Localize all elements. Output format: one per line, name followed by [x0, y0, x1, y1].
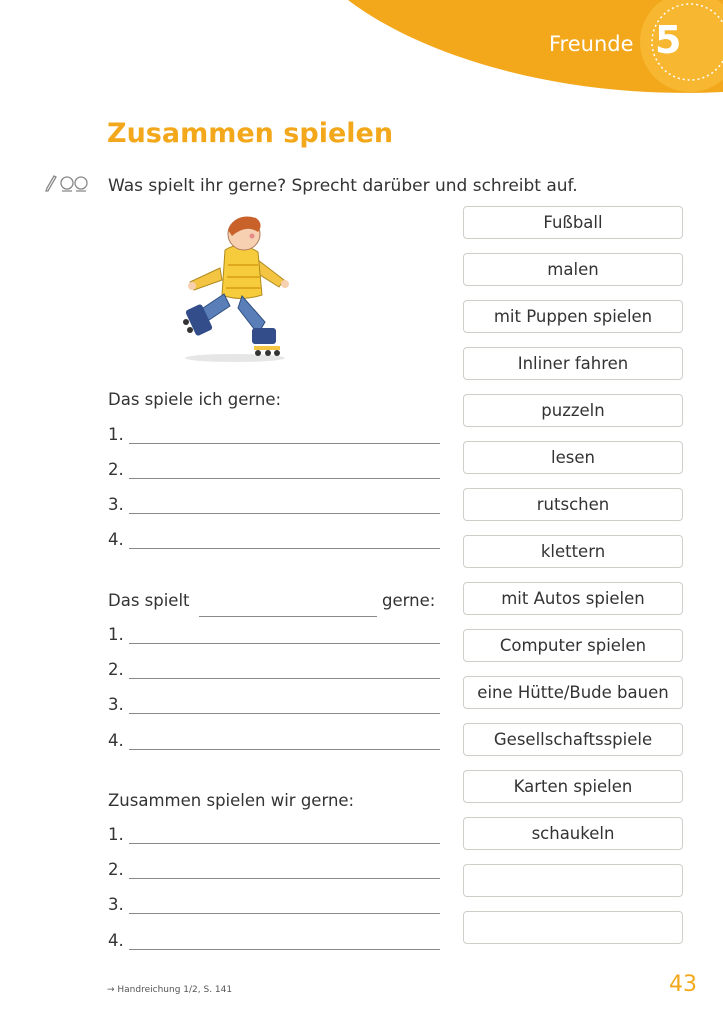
header-corner-decoration	[0, 0, 723, 130]
write-line[interactable]	[108, 695, 440, 715]
line-number: 4.	[108, 731, 124, 750]
speech-pair-icon	[61, 177, 87, 191]
chapter-title: Freunde	[549, 32, 634, 56]
chapter-number: 5	[655, 18, 682, 62]
write-line[interactable]	[108, 931, 440, 951]
word-box: Computer spielen	[463, 629, 683, 662]
word-box: mit Autos spielen	[463, 582, 683, 615]
line-number: 2.	[108, 460, 124, 479]
word-box: malen	[463, 253, 683, 286]
section-title-friend: Das spielt	[108, 591, 190, 610]
line-number: 4.	[108, 530, 124, 549]
task-instruction: Was spielt ihr gerne? Sprecht darüber und schreibt auf.	[108, 176, 578, 196]
friend-name-blank[interactable]	[199, 616, 377, 617]
line-number: 1.	[108, 825, 124, 844]
word-box-empty[interactable]	[463, 864, 683, 897]
task-icons	[42, 174, 96, 192]
word-box: Karten spielen	[463, 770, 683, 803]
write-line[interactable]	[108, 530, 440, 550]
write-line[interactable]	[108, 660, 440, 680]
word-box-empty[interactable]	[463, 911, 683, 944]
word-box: eine Hütte/Bude bauen	[463, 676, 683, 709]
word-box: schaukeln	[463, 817, 683, 850]
pencil-icon	[46, 176, 56, 191]
section-title-friend-end: gerne:	[382, 591, 436, 610]
page-title: Zusammen spielen	[107, 118, 394, 149]
write-line[interactable]	[108, 425, 440, 445]
line-number: 2.	[108, 660, 124, 679]
line-number: 3.	[108, 495, 124, 514]
line-number: 4.	[108, 931, 124, 950]
write-line[interactable]	[108, 860, 440, 880]
section-title-me: Das spiele ich gerne:	[108, 390, 282, 409]
line-number: 2.	[108, 860, 124, 879]
line-number: 3.	[108, 895, 124, 914]
line-number: 1.	[108, 425, 124, 444]
inline-skater-illustration	[180, 210, 320, 370]
write-line[interactable]	[108, 825, 440, 845]
word-box: rutschen	[463, 488, 683, 521]
word-box: Inliner fahren	[463, 347, 683, 380]
word-box: mit Puppen spielen	[463, 300, 683, 333]
word-box: puzzeln	[463, 394, 683, 427]
section-title-together: Zusammen spielen wir gerne:	[108, 791, 355, 810]
page-number: 43	[669, 972, 697, 997]
footer-reference: → Handreichung 1/2, S. 141	[107, 985, 233, 995]
write-line[interactable]	[108, 495, 440, 515]
line-number: 1.	[108, 625, 124, 644]
line-number: 3.	[108, 695, 124, 714]
word-box: Fußball	[463, 206, 683, 239]
write-line[interactable]	[108, 625, 440, 645]
write-line[interactable]	[108, 895, 440, 915]
word-box: Gesellschaftsspiele	[463, 723, 683, 756]
write-line[interactable]	[108, 731, 440, 751]
write-line[interactable]	[108, 460, 440, 480]
word-box: klettern	[463, 535, 683, 568]
word-box: lesen	[463, 441, 683, 474]
